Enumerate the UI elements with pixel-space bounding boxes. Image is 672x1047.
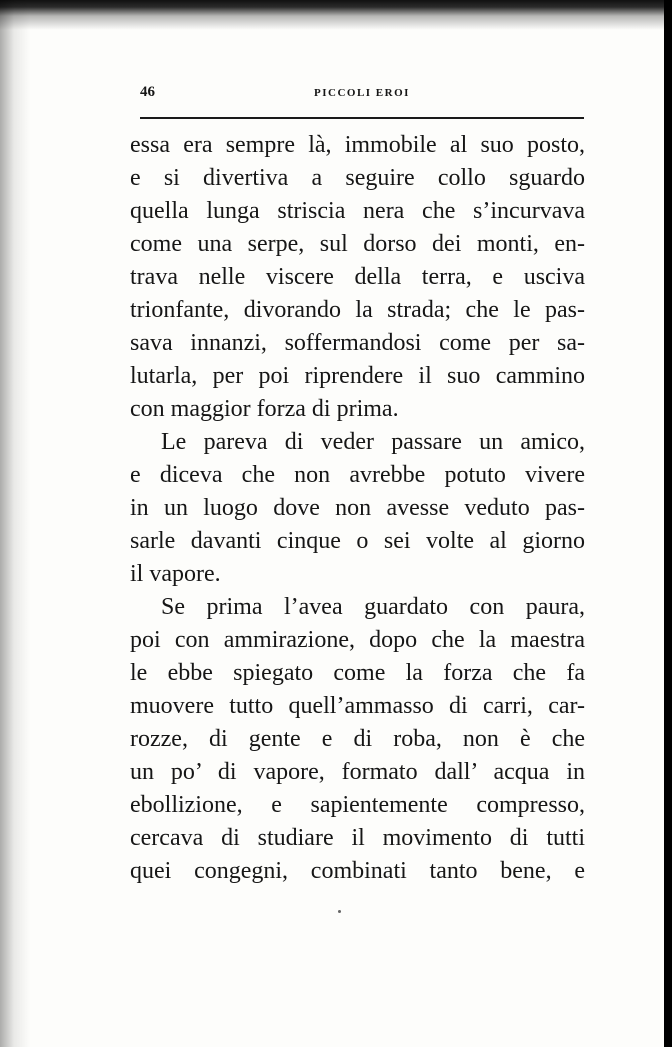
text-line: Le pareva di veder passare un amico, — [161, 429, 585, 455]
text-line: poi con ammirazione, dopo che la maestra — [130, 627, 585, 653]
text-line: come una serpe, sul dorso dei monti, en- — [130, 231, 585, 257]
text-line: un po’ di vapore, formato dall’ acqua in — [130, 759, 585, 785]
running-title: PICCOLI EROI — [314, 87, 410, 99]
text-line: quella lunga striscia nera che s’incurvava — [130, 198, 585, 224]
text-line: le ebbe spiegato come la forza che fa — [130, 660, 585, 686]
text-line: con maggior forza di prima. — [130, 396, 399, 422]
text-line: lutarla, per poi riprendere il suo cammino — [130, 363, 585, 389]
page-number: 46 — [140, 84, 155, 100]
text-line: sava innanzi, soffermandosi come per sa- — [130, 330, 585, 356]
text-line: quei congegni, combinati tanto bene, e — [130, 858, 585, 884]
text-line: rozze, di gente e di roba, non è che — [130, 726, 585, 752]
text-line: Se prima l’avea guardato con paura, — [161, 594, 585, 620]
text-line: muovere tutto quell’ammasso di carri, car- — [130, 693, 585, 719]
text-line: sarle davanti cinque o sei volte al giorno — [130, 528, 585, 554]
text-line: e diceva che non avrebbe potuto vivere — [130, 462, 585, 488]
header-rule — [140, 117, 584, 119]
top-scan-shadow — [0, 0, 672, 30]
running-head — [140, 84, 584, 112]
right-scan-edge — [664, 0, 672, 1047]
text-line: essa era sempre là, immobile al suo posto, — [130, 132, 585, 158]
text-line: trava nelle viscere della terra, e usciva — [130, 264, 585, 290]
text-line: il vapore. — [130, 561, 221, 587]
text-line: trionfante, divorando la strada; che le pas- — [130, 297, 585, 323]
text-line: cercava di studiare il movimento di tutti — [130, 825, 585, 851]
text-line: ebollizione, e sapientemente compresso, — [130, 792, 585, 818]
body-text — [130, 129, 585, 888]
text-line: in un luogo dove non avesse veduto pas- — [130, 495, 585, 521]
text-line: e si divertiva a seguire collo sguardo — [130, 165, 585, 191]
ink-speck — [338, 910, 341, 913]
left-scan-shadow — [0, 0, 30, 1047]
